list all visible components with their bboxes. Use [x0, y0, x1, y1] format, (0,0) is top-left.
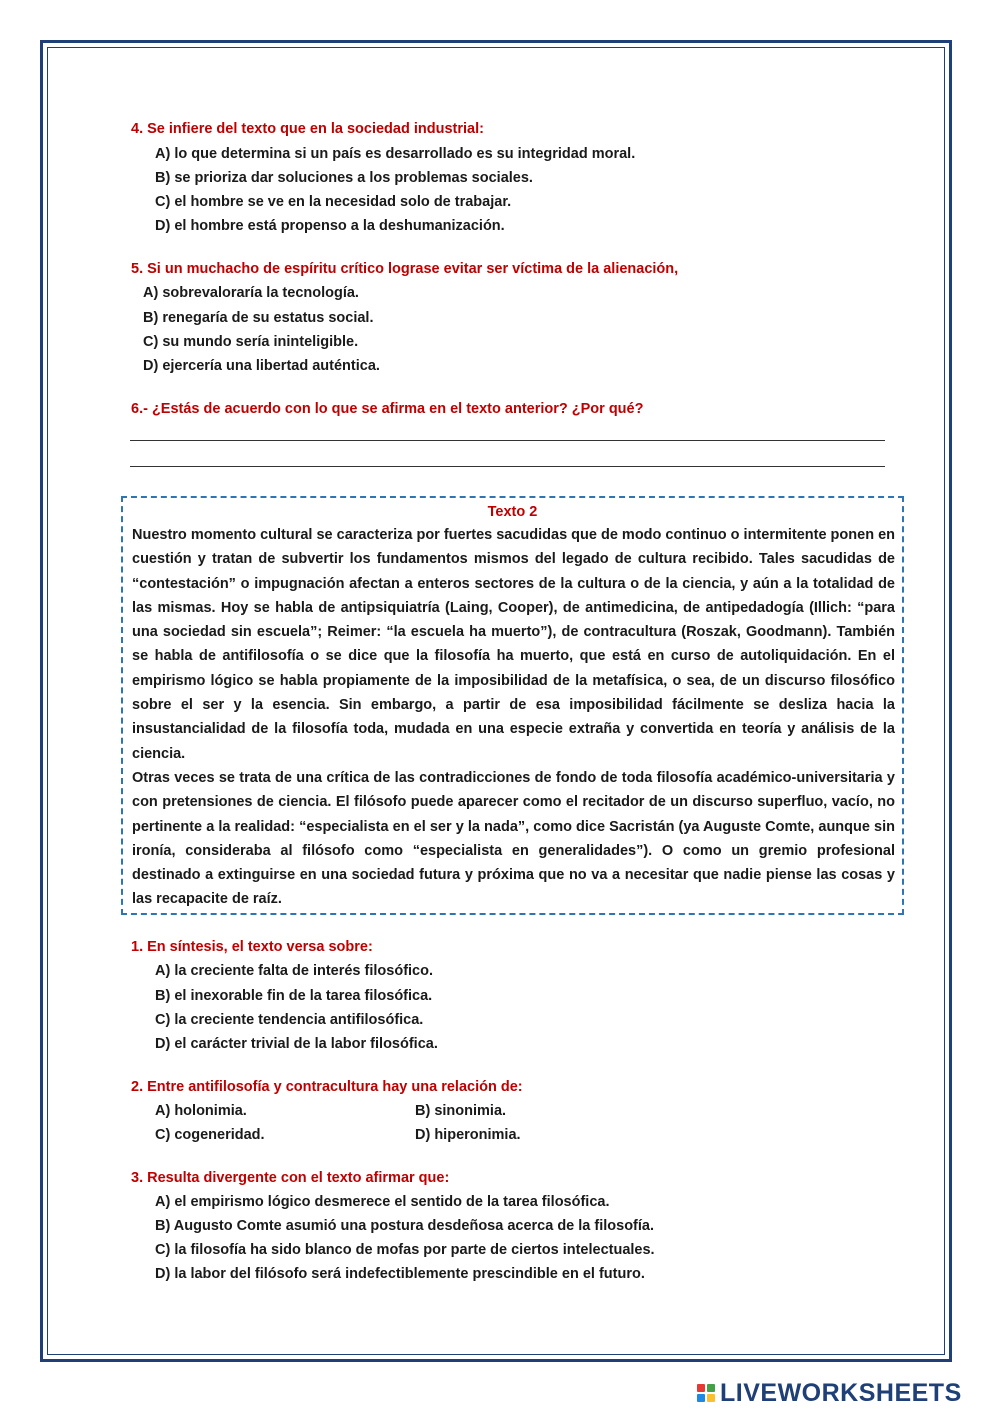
question-5-option-b[interactable]: B) renegaría de su estatus social. [143, 310, 374, 326]
question-1-title: 1. En síntesis, el texto versa sobre: [131, 939, 373, 955]
question-3-title: 3. Resulta divergente con el texto afirmar que: [131, 1170, 450, 1186]
question-2-option-c[interactable]: C) cogeneridad. [155, 1127, 265, 1143]
liveworksheets-grid-icon [697, 1384, 715, 1402]
question-3-option-c[interactable]: C) la filosofía ha sido blanco de mofas por parte de ciertos intelectuales. [155, 1242, 655, 1258]
answer-line-1[interactable] [130, 440, 885, 441]
question-5-option-a[interactable]: A) sobrevaloraría la tecnología. [143, 285, 359, 301]
question-3-option-b[interactable]: B) Augusto Comte asumió una postura desdeñosa acerca de la filosofía. [155, 1218, 655, 1234]
question-1-option-c[interactable]: C) la creciente tendencia antifilosófica. [155, 1012, 424, 1028]
logo-square-4 [707, 1394, 715, 1402]
texto-2-paragraph-2: Otras veces se trata de una crítica de las contradicciones de fondo de toda filosofía académico-universitaria y con pretensiones de ciencia. El filósofo puede aparecer como el recitador de un discurso superfluo, vacío, no pertinente a la realidad: “especialista en el ser y la nada”, como dice Sacristán (ya Auguste Comte, aunque sin ironía, consideraba al filósofo como “especialista en generalidades”). O como un gremio profesional destinado a extinguirse en una sociedad futura y próxima que no va a necesitar que nadie piense las cosas y las recapacite de raíz. [132, 770, 895, 908]
question-4-option-b[interactable]: B) se prioriza dar soluciones a los problemas sociales. [155, 170, 533, 186]
texto-2-box [121, 496, 904, 915]
question-4-title: 4. Se infiere del texto que en la sociedad industrial: [131, 121, 484, 137]
question-4-option-d[interactable]: D) el hombre está propenso a la deshumanización. [155, 218, 505, 234]
logo-square-2 [707, 1384, 715, 1392]
question-1-option-b[interactable]: B) el inexorable fin de la tarea filosófica. [155, 988, 433, 1004]
texto-2-title: Texto 2 [487, 504, 538, 520]
answer-line-2[interactable] [130, 466, 885, 467]
logo-square-1 [697, 1384, 705, 1392]
logo-square-3 [697, 1394, 705, 1402]
liveworksheets-logo-text: LIVEWORKSHEETS [720, 1378, 962, 1407]
question-1-option-d[interactable]: D) el carácter trivial de la labor filosófica. [155, 1036, 438, 1052]
question-6-title: 6.- ¿Estás de acuerdo con lo que se afirma en el texto anterior? ¿Por qué? [131, 401, 644, 417]
question-5-title: 5. Si un muchacho de espíritu crítico lograse evitar ser víctima de la alienación, [131, 261, 679, 277]
question-2-option-a[interactable]: A) holonimia. [155, 1103, 247, 1119]
question-4-option-c[interactable]: C) el hombre se ve en la necesidad solo de trabajar. [155, 194, 512, 210]
question-3-option-a[interactable]: A) el empirismo lógico desmerece el sentido de la tarea filosófica. [155, 1194, 610, 1210]
question-5-option-d[interactable]: D) ejercería una libertad auténtica. [143, 358, 380, 374]
question-3-option-d[interactable]: D) la labor del filósofo será indefectiblemente prescindible en el futuro. [155, 1266, 645, 1282]
question-5-option-c[interactable]: C) su mundo sería ininteligible. [143, 334, 359, 350]
liveworksheets-logo[interactable] [697, 1378, 962, 1408]
question-2-option-b[interactable]: B) sinonimia. [415, 1103, 507, 1119]
question-2-option-d[interactable]: D) hiperonimia. [415, 1127, 521, 1143]
texto-2-paragraph-1: Nuestro momento cultural se caracteriza por fuertes sacudidas que de modo continuo o intermitente ponen en cuestión y tratan de subvertir los fundamentos mismos del legado de cultura recibido. Tales sacudidas de “contestación” o impugnación afectan a enteros sectores de la cultura o de la ciencia, y aún a la totalidad de las mismas. Hoy se habla de antipsiquiatría (Laing, Cooper), de antimedicina, de antipedadogía (Illich: “para una sociedad sin escuela”; Reimer: “la escuela ha muerto”), de contracultura (Roszak, Goodmann). También se habla de antifilosofía o se dice que la filosofía ha muerto, que está en curso de autoliquidación. En el empirismo lógico se habla propiamente de la imposibilidad de la metafísica, o sea, de un discurso filosófico sobre el ser y la esencia. Sin embargo, a partir de esa imposibilidad fácilmente se desliza hacia la insustancialidad de la filosofía toda, mudada en una especie extraña y convertida en teoría y análisis de la ciencia. [132, 527, 895, 762]
question-1-option-a[interactable]: A) la creciente falta de interés filosófico. [155, 963, 433, 979]
question-2-title: 2. Entre antifilosofía y contracultura hay una relación de: [131, 1079, 523, 1095]
question-4-option-a[interactable]: A) lo que determina si un país es desarrollado es su integridad moral. [155, 146, 636, 162]
